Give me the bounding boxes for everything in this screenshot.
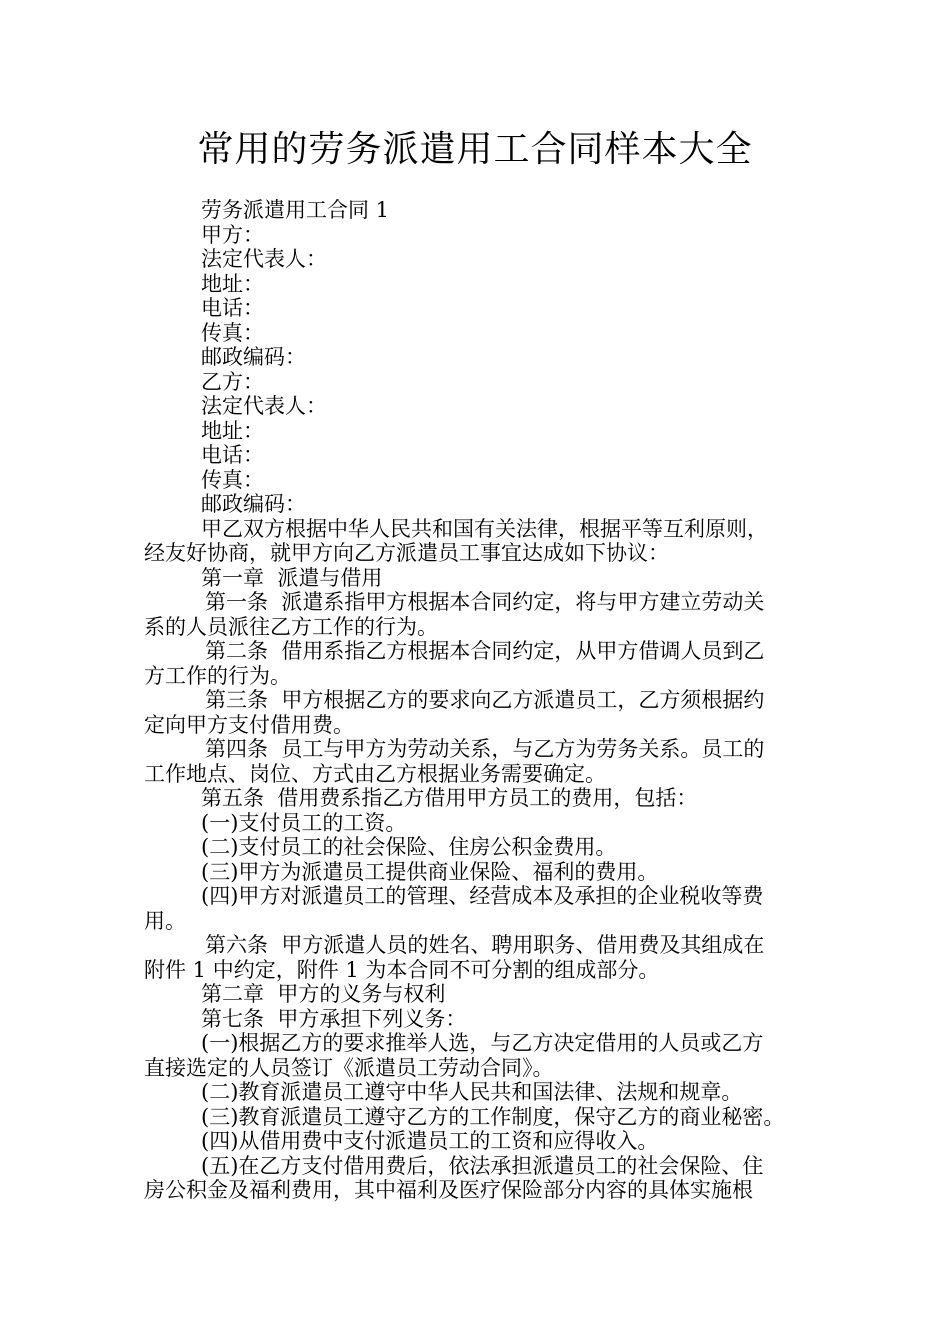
- text-line: 第一章 派遣与借用: [201, 565, 383, 590]
- text-line: 定向甲方支付借用费。: [144, 712, 354, 737]
- text-line: 邮政编码：: [201, 492, 306, 516]
- text-line: 传真：: [201, 467, 264, 492]
- text-line: 系的人员派往乙方工作的行为。: [144, 614, 438, 639]
- text-line: (一)根据乙方的要求推举人选，与乙方决定借用的人员或乙方: [201, 1031, 764, 1055]
- text-line: 第七条 甲方承担下列义务：: [201, 1006, 467, 1031]
- text-line: 经友好协商，就甲方向乙方派遣员工事宜达成如下协议：: [144, 541, 669, 565]
- text-line: 方工作的行为。: [144, 663, 291, 688]
- text-line: 第六条 甲方派遣人员的姓名、聘用职务、借用费及其组成在: [205, 933, 765, 957]
- text-line: 乙方：: [201, 369, 264, 394]
- text-line: 第五条 借用费系指乙方借用甲方员工的费用，包括：: [201, 786, 698, 810]
- document-body: [144, 198, 808, 1203]
- text-line: 电话：: [201, 296, 264, 320]
- text-line: (二)支付员工的社会保险、住房公积金费用。: [201, 835, 617, 859]
- text-line: (四)从借用费中支付派遣员工的工资和应得收入。: [201, 1129, 659, 1153]
- text-line: 附件 1 中约定，附件 1 为本合同不可分割的组成部分。: [144, 957, 660, 982]
- text-line: 劳务派遣用工合同 1: [201, 198, 390, 222]
- text-line: 用。: [144, 908, 186, 933]
- text-line: 电话：: [201, 443, 264, 467]
- text-line: 房公积金及福利费用，其中福利及医疗保险部分内容的具体实施根: [144, 1178, 753, 1202]
- text-line: 第四条 员工与甲方为劳动关系，与乙方为劳务关系。员工的: [205, 737, 765, 761]
- text-line: 第一条 派遣系指甲方根据本合同约定，将与甲方建立劳动关: [205, 590, 765, 614]
- document-title: 常用的劳务派遣用工合同样本大全: [197, 129, 753, 170]
- text-line: 地址：: [201, 418, 264, 443]
- text-line: 第二条 借用系指乙方根据本合同约定，从甲方借调人员到乙: [205, 639, 765, 663]
- text-line: (三)甲方为派遣员工提供商业保险、福利的费用。: [201, 859, 659, 884]
- text-line: (三)教育派遣员工遵守乙方的工作制度，保守乙方的商业秘密。: [201, 1104, 785, 1129]
- text-line: 法定代表人：: [201, 394, 327, 418]
- text-line: 传真：: [201, 320, 264, 345]
- text-line: 工作地点、岗位、方式由乙方根据业务需要确定。: [144, 761, 606, 786]
- text-line: (二)教育派遣员工遵守中华人民共和国法律、法规和规章。: [201, 1080, 743, 1104]
- text-line: 甲乙双方根据中华人民共和国有关法律，根据平等互利原则，: [201, 516, 768, 541]
- text-line: 甲方：: [201, 222, 264, 247]
- text-line: 法定代表人：: [201, 247, 327, 271]
- text-line: (一)支付员工的工资。: [201, 810, 407, 835]
- text-line: (五)在乙方支付借用费后，依法承担派遣员工的社会保险、住: [201, 1153, 764, 1178]
- text-line: 邮政编码：: [201, 345, 306, 369]
- text-line: 第二章 甲方的义务与权利: [201, 982, 446, 1006]
- text-line: 第三条 甲方根据乙方的要求向乙方派遣员工，乙方须根据约: [205, 688, 765, 712]
- text-line: (四)甲方对派遣员工的管理、经营成本及承担的企业税收等费: [201, 884, 764, 908]
- text-line: 地址：: [201, 271, 264, 296]
- text-line: 直接选定的人员签订《派遣员工劳动合同》。: [144, 1055, 554, 1080]
